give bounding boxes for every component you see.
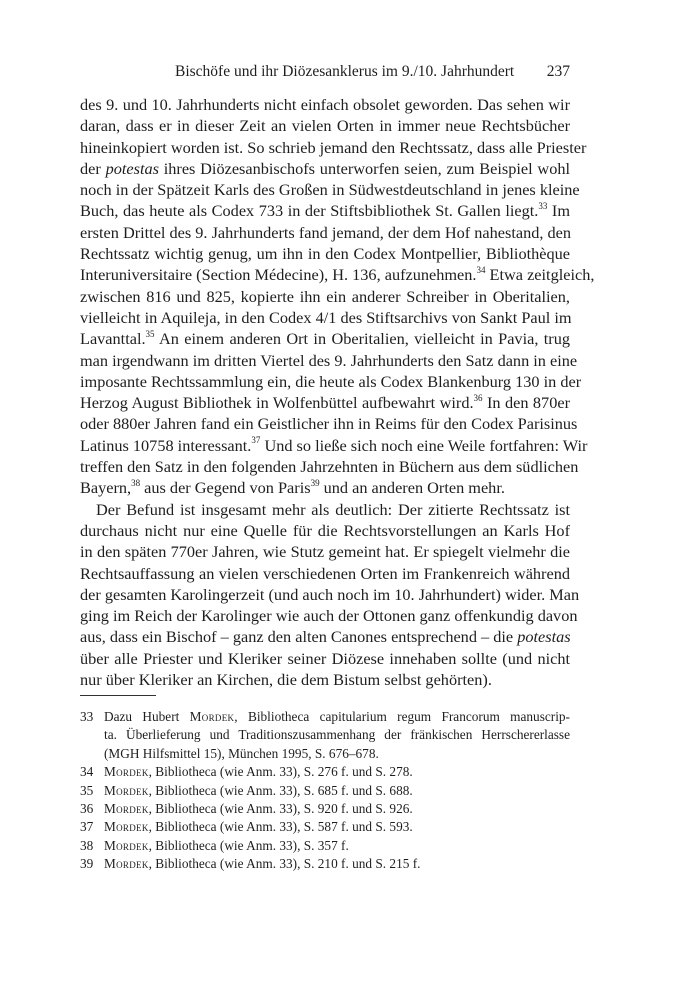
footnote-line [104,708,570,726]
footnote-number: 37 [80,819,94,835]
body-line: in den späten 770er Jahren, wie Stutz gemeint hat. Er spiegelt vielmehr die [80,542,570,562]
text-run: An einem anderen Ort in Oberitalien, vielleicht in Pavia, trug [154,329,570,349]
body-line: ersten Drittel des 9. Jahrhunderts fand jemand, der dem Hof nahestand, den [80,222,571,242]
running-title: Bischöfe und ihr Diözesanklerus im 9./10. Jahrhundert [175,63,515,80]
body-line: hineinkopiert worden ist. So schrieb jemand den Rechtssatz, dass alle Priester [80,137,587,157]
body-line: durchaus nicht nur eine Quelle für die Rechtsvorstellungen an Karls Hof [80,520,570,540]
body-line: nur über Kleriker an Kirchen, die dem Bistum selbst gehörten). [80,670,492,690]
footnote-line [104,800,570,818]
body-line [80,200,570,221]
body-line: ging im Reich der Karolinger wie auch der Ottonen ganz offenkundig davon [80,606,578,626]
footnote-number: 34 [80,764,94,780]
text-run: Etwa zeitgleich, [485,265,595,285]
body-line: oder 880er Jahren fand ein Geistlicher ihn in Reims für den Codex Parisinus [80,414,578,434]
text-run: Im [547,201,570,221]
text-run: Dazu Hubert [104,709,190,724]
author-name: Mordek [104,856,149,872]
footnote-separator [80,695,156,696]
footnote-39 [80,855,570,873]
footnote-line [104,763,570,781]
footnote-34 [80,763,570,781]
footnote-35 [80,782,570,800]
body-line: der gesamten Karolingerzeit (und auch noch im 10. Jahrhundert) wider. Man [80,584,580,604]
author-name: Mordek [104,800,149,816]
text-run: , Bibliotheca (wie Anm. 33), S. 920 f. und S. 926. [148,800,413,816]
text-run: aus, dass ein Bischof – ganz den alten Canones entsprechend – die [80,627,518,647]
page-number: 237 [546,63,570,80]
footnote-38 [80,837,570,855]
footnote-line [104,855,570,873]
body-line [80,626,570,647]
footnote-37 [80,818,570,836]
text-run: und an anderen Orten mehr. [319,478,505,498]
author-name: Mordek [104,764,149,780]
body-text [80,94,595,690]
author-name: Mordek [104,837,149,853]
body-line [80,158,570,179]
text-run: der [80,158,106,178]
footnote-ref-38[interactable]: 38 [131,477,141,488]
footnote-number: 36 [80,800,94,816]
text-run: Interuniversitaire (Section Médecine), H. 136, aufzunehmen. [80,265,477,285]
author-name: Mordek [104,819,149,835]
author-name: Mordek [104,782,149,798]
text-run: , Bibliotheca (wie Anm. 33), S. 357 f. [148,837,349,853]
body-line: vielleicht in Aquileja, in den Codex 4/1 des Stiftsarchivs von Sankt Paul im [80,307,572,327]
footnote-line [104,782,570,800]
footnote-33 [80,708,570,763]
body-line: imposante Rechtssammlung ein, die heute als Codex Blankenburg 130 in der [80,371,582,391]
body-line: daran, dass er in dieser Zeit an vielen Orten in immer neue Rechtsbücher [80,116,570,136]
text-run: Lavanttal. [80,329,146,349]
text-run: Und so ließe sich noch eine Weile fortfahren: Wir [260,435,588,455]
text-run: ihres Diözesanbischofs unterworfen seien, zum Beispiel wohl [158,158,570,178]
footnote-ref-33[interactable]: 33 [538,201,548,212]
footnote-number: 35 [80,782,94,798]
body-line [80,477,570,498]
text-run: , Bibliotheca (wie Anm. 33), S. 276 f. und S. 278. [148,764,413,780]
text-run: aus der Gegend von Paris [140,478,311,498]
footnote-line [104,818,570,836]
footnote-ref-39[interactable]: 39 [310,477,320,488]
text-run: Herzog August Bibliothek in Wolfenbüttel aufbewahrt wird. [80,393,474,413]
italic-term: potestas [105,158,159,178]
text-run: , Bibliotheca (wie Anm. 33), S. 685 f. und S. 688. [148,782,413,798]
footnote-number: 33 [80,709,94,724]
text-run: Bayern, [80,478,132,498]
body-line: Der Befund ist insgesamt mehr als deutlich: Der zitierte Rechtssatz ist [96,499,570,519]
body-line: Rechtsauffassung an vielen verschiedenen Orten im Frankenreich während [80,563,570,583]
text-run: , Bibliotheca (wie Anm. 33), S. 210 f. und S. 215 f. [148,856,421,872]
text-run: , Bibliotheca capitularium regum Francorum manuscrip- [234,709,570,724]
italic-term: potestas [517,627,571,647]
body-line: treffen den Satz in den folgenden Jahrzehnten in Büchern aus dem südlichen [80,457,579,477]
footnote-ref-36[interactable]: 36 [473,392,483,403]
text-run: In den 870er [482,393,570,413]
footnote-36 [80,800,570,818]
footnote-line: ta. Überlieferung und Traditionszusammenhang der fränkischen Herrschererlasse [104,727,570,743]
footnote-number: 39 [80,856,94,872]
text-run: , Bibliotheca (wie Anm. 33), S. 587 f. und S. 593. [148,819,413,835]
author-name: Mordek [189,709,235,724]
body-line [80,328,570,349]
footnote-line [104,837,570,855]
body-line: über alle Priester und Kleriker seiner Diözese innehaben sollte (und nicht [80,648,570,668]
body-line [80,435,588,456]
footnote-ref-35[interactable]: 35 [145,328,155,339]
body-line: des 9. und 10. Jahrhunderts nicht einfach obsolet geworden. Das sehen wir [80,95,570,114]
footnotes [80,708,570,874]
body-line [80,264,595,285]
text-run: Latinus 10758 interessant. [80,435,252,455]
footnote-line: (MGH Hilfsmittel 15), München 1995, S. 676–678. [104,745,379,761]
body-line: noch in der Spätzeit Karls des Großen in Südwestdeutschland in jenes kleine [80,180,580,200]
footnote-ref-34[interactable]: 34 [476,264,486,275]
body-line: Rechtssatz wichtig genug, um ihn in den Codex Montpellier, Bibliothèque [80,244,570,264]
footnote-ref-37[interactable]: 37 [251,435,261,446]
body-line: man irgendwann im dritten Viertel des 9. Jahrhunderts den Satz dann in eine [80,350,578,370]
body-line [80,392,570,413]
text-run: Buch, das heute als Codex 733 in der Stiftsbibliothek St. Gallen liegt. [80,201,539,221]
footnote-number: 38 [80,837,94,853]
body-line: zwischen 816 und 825, kopierte ihn ein anderer Schreiber in Oberitalien, [80,286,570,306]
